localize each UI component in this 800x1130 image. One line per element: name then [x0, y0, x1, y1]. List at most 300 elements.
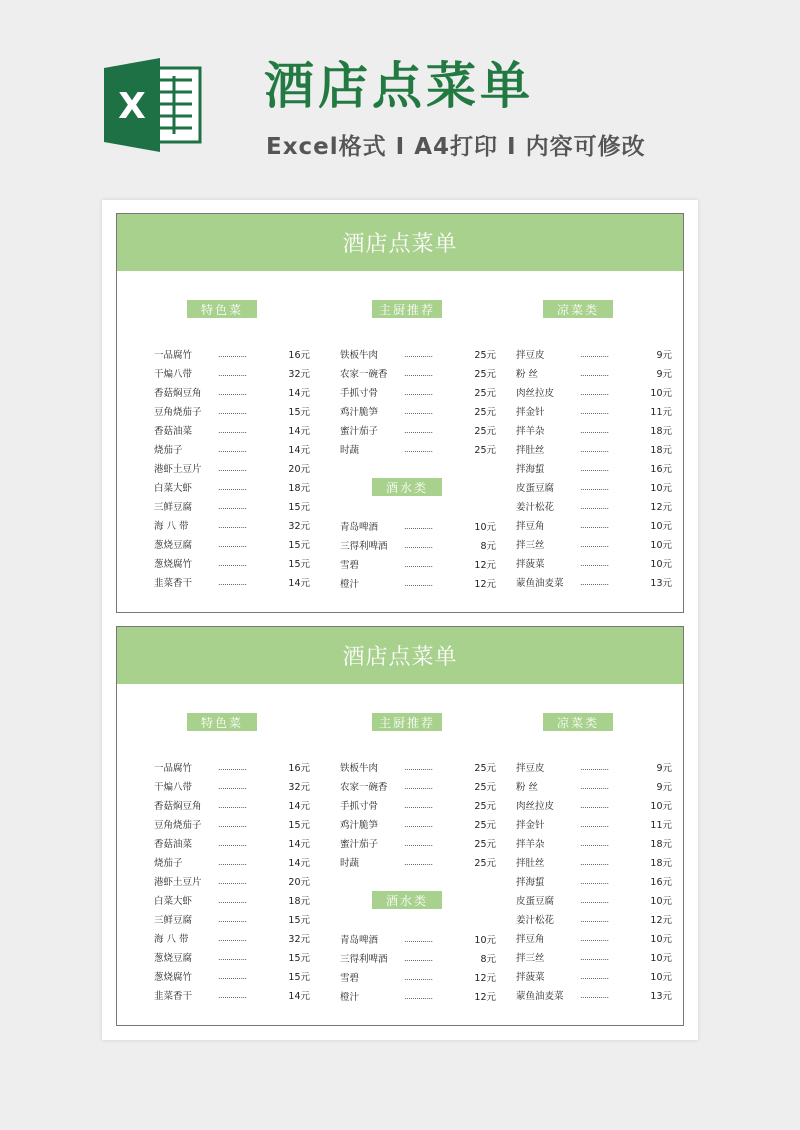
dish-price: 10元	[650, 801, 672, 812]
leader-dots: ..............	[218, 915, 247, 924]
menu-item	[516, 892, 672, 911]
leader-dots: ..............	[218, 801, 247, 810]
dish-name: 海 八 带	[154, 934, 189, 945]
dish-price: 25元	[474, 839, 496, 850]
menu-item	[340, 816, 496, 835]
dish-name: 拌海蜇	[516, 464, 545, 475]
dish-price: 8元	[480, 541, 496, 552]
dish-price: 12元	[474, 973, 496, 984]
dish-name: 蒙鱼油麦菜	[516, 578, 564, 589]
leader-dots: ..............	[580, 972, 609, 981]
dish-price: 10元	[650, 972, 672, 983]
category-label-drinks: 酒水类	[372, 891, 442, 909]
leader-dots: ..............	[218, 445, 247, 454]
leader-dots: ..............	[218, 877, 247, 886]
dish-price: 10元	[650, 483, 672, 494]
menu-item	[154, 968, 310, 987]
cold-dish-list	[516, 346, 672, 593]
menu-title: 酒店点菜单	[117, 214, 683, 271]
dish-name: 肉丝拉皮	[516, 801, 555, 812]
menu-item	[154, 555, 310, 574]
dish-price: 9元	[656, 763, 672, 774]
dish-price: 18元	[650, 445, 672, 456]
dish-name: 雪碧	[340, 560, 360, 571]
dish-name: 葱烧豆腐	[154, 953, 193, 964]
menu-item	[340, 537, 496, 556]
menu-item	[516, 968, 672, 987]
menu-item	[516, 949, 672, 968]
menu-item	[154, 987, 310, 1006]
dish-name: 农家一碗香	[340, 369, 388, 380]
leader-dots: ..............	[404, 782, 433, 791]
leader-dots: ..............	[404, 839, 433, 848]
menu-item	[154, 949, 310, 968]
leader-dots: ..............	[218, 350, 247, 359]
menu-item	[154, 441, 310, 460]
dish-name: 豆角烧茄子	[154, 820, 202, 831]
dish-price: 32元	[288, 369, 310, 380]
menu-item	[340, 931, 496, 950]
menu-item	[516, 759, 672, 778]
dish-name: 姜汁松花	[516, 915, 555, 926]
dish-name: 香菇油菜	[154, 839, 193, 850]
dish-name: 手抓寸骨	[340, 801, 379, 812]
dish-name: 一品腐竹	[154, 763, 193, 774]
dish-name: 拌金针	[516, 820, 545, 831]
dish-name: 拌菠菜	[516, 559, 545, 570]
leader-dots: ..............	[404, 858, 433, 867]
menu-item	[516, 346, 672, 365]
menu-item	[154, 365, 310, 384]
drink-list	[340, 931, 496, 1007]
menu-item	[340, 422, 496, 441]
dish-name: 青岛啤酒	[340, 935, 379, 946]
menu-item	[154, 422, 310, 441]
dish-name: 港虾土豆片	[154, 877, 202, 888]
dish-price: 16元	[288, 350, 310, 361]
dish-name: 橙汁	[340, 579, 360, 590]
menu-item	[340, 346, 496, 365]
menu-item	[154, 403, 310, 422]
leader-dots: ..............	[580, 388, 609, 397]
dish-price: 16元	[650, 877, 672, 888]
dish-price: 25元	[474, 426, 496, 437]
menu-item	[154, 930, 310, 949]
leader-dots: ..............	[580, 820, 609, 829]
leader-dots: ..............	[404, 426, 433, 435]
dish-price: 12元	[650, 915, 672, 926]
dish-name: 粉 丝	[516, 369, 539, 380]
category-label-chef: 主厨推荐	[372, 300, 442, 318]
leader-dots: ..............	[404, 579, 433, 588]
dish-price: 25元	[474, 763, 496, 774]
special-dish-list	[154, 759, 310, 1006]
dish-price: 10元	[650, 559, 672, 570]
dish-name: 香菇焖豆角	[154, 388, 202, 399]
category-label-chef: 主厨推荐	[372, 713, 442, 731]
dish-price: 8元	[480, 954, 496, 965]
dish-price: 20元	[288, 464, 310, 475]
dish-price: 14元	[288, 991, 310, 1002]
dish-price: 15元	[288, 972, 310, 983]
dish-name: 拌海蜇	[516, 877, 545, 888]
dish-price: 9元	[656, 350, 672, 361]
leader-dots: ..............	[218, 953, 247, 962]
dish-name: 干煸八带	[154, 782, 193, 793]
dish-name: 蒙鱼油麦菜	[516, 991, 564, 1002]
leader-dots: ..............	[580, 896, 609, 905]
dish-name: 拌肚丝	[516, 445, 545, 456]
dish-price: 14元	[288, 801, 310, 812]
dish-name: 烧茄子	[154, 858, 183, 869]
dish-price: 25元	[474, 369, 496, 380]
leader-dots: ..............	[580, 521, 609, 530]
dish-price: 25元	[474, 858, 496, 869]
leader-dots: ..............	[218, 464, 247, 473]
dish-name: 拌金针	[516, 407, 545, 418]
dish-price: 16元	[650, 464, 672, 475]
dish-name: 三得利啤酒	[340, 541, 388, 552]
chef-dish-list	[340, 759, 496, 873]
menu-item	[154, 574, 310, 593]
dish-price: 13元	[650, 991, 672, 1002]
menu-item	[340, 835, 496, 854]
dish-price: 15元	[288, 559, 310, 570]
menu-item	[340, 778, 496, 797]
menu-item	[516, 441, 672, 460]
dish-price: 14元	[288, 858, 310, 869]
leader-dots: ..............	[404, 954, 433, 963]
leader-dots: ..............	[404, 522, 433, 531]
leader-dots: ..............	[404, 820, 433, 829]
leader-dots: ..............	[404, 369, 433, 378]
leader-dots: ..............	[580, 502, 609, 511]
menu-sheet	[102, 200, 698, 1040]
leader-dots: ..............	[404, 350, 433, 359]
dish-name: 拌豆皮	[516, 763, 545, 774]
menu-item	[340, 797, 496, 816]
dish-price: 25元	[474, 820, 496, 831]
dish-price: 18元	[288, 483, 310, 494]
menu-item	[340, 950, 496, 969]
dish-name: 豆角烧茄子	[154, 407, 202, 418]
dish-price: 12元	[474, 992, 496, 1003]
dish-name: 铁板牛肉	[340, 763, 379, 774]
leader-dots: ..............	[404, 445, 433, 454]
menu-item	[516, 911, 672, 930]
menu-item	[154, 536, 310, 555]
dish-name: 香菇焖豆角	[154, 801, 202, 812]
leader-dots: ..............	[218, 782, 247, 791]
menu-item	[340, 969, 496, 988]
menu-item	[340, 403, 496, 422]
menu-item	[516, 555, 672, 574]
leader-dots: ..............	[404, 763, 433, 772]
dish-price: 10元	[650, 934, 672, 945]
dish-price: 18元	[650, 858, 672, 869]
menu-item	[516, 536, 672, 555]
leader-dots: ..............	[218, 407, 247, 416]
dish-price: 14元	[288, 839, 310, 850]
menu-item	[340, 575, 496, 594]
dish-name: 皮蛋豆腐	[516, 483, 555, 494]
menu-item	[516, 422, 672, 441]
cold-dish-list	[516, 759, 672, 1006]
page-header	[0, 0, 800, 190]
menu-item	[516, 479, 672, 498]
leader-dots: ..............	[218, 972, 247, 981]
dish-price: 14元	[288, 445, 310, 456]
leader-dots: ..............	[218, 426, 247, 435]
leader-dots: ..............	[404, 992, 433, 1001]
dish-name: 拌三丝	[516, 953, 545, 964]
dish-name: 拌豆角	[516, 521, 545, 532]
dish-price: 10元	[474, 935, 496, 946]
dish-price: 13元	[650, 578, 672, 589]
leader-dots: ..............	[218, 896, 247, 905]
dish-name: 韭菜香干	[154, 578, 193, 589]
dish-name: 拌豆角	[516, 934, 545, 945]
leader-dots: ..............	[218, 934, 247, 943]
menu-item	[340, 556, 496, 575]
leader-dots: ..............	[580, 877, 609, 886]
dish-name: 韭菜香干	[154, 991, 193, 1002]
menu-item	[154, 384, 310, 403]
menu-item	[516, 498, 672, 517]
leader-dots: ..............	[218, 502, 247, 511]
leader-dots: ..............	[218, 559, 247, 568]
dish-name: 青岛啤酒	[340, 522, 379, 533]
dish-price: 15元	[288, 540, 310, 551]
leader-dots: ..............	[218, 839, 247, 848]
dish-name: 三鲜豆腐	[154, 915, 193, 926]
dish-price: 32元	[288, 934, 310, 945]
dish-price: 15元	[288, 953, 310, 964]
dish-name: 拌肚丝	[516, 858, 545, 869]
dish-name: 姜汁松花	[516, 502, 555, 513]
menu-item	[154, 911, 310, 930]
dish-name: 粉 丝	[516, 782, 539, 793]
dish-name: 蜜汁茄子	[340, 426, 379, 437]
dish-name: 拌菠菜	[516, 972, 545, 983]
dish-name: 葱烧腐竹	[154, 559, 193, 570]
dish-price: 15元	[288, 915, 310, 926]
dish-price: 9元	[656, 369, 672, 380]
menu-item	[516, 816, 672, 835]
dish-name: 雪碧	[340, 973, 360, 984]
dish-price: 10元	[650, 540, 672, 551]
excel-logo-icon	[104, 58, 204, 152]
menu-item	[340, 384, 496, 403]
menu-item	[340, 518, 496, 537]
dish-name: 拌三丝	[516, 540, 545, 551]
menu-item	[154, 460, 310, 479]
dish-name: 白菜大虾	[154, 896, 193, 907]
leader-dots: ..............	[580, 350, 609, 359]
leader-dots: ..............	[218, 858, 247, 867]
menu-item	[516, 987, 672, 1006]
dish-name: 橙汁	[340, 992, 360, 1003]
dish-price: 25元	[474, 388, 496, 399]
menu-item	[340, 365, 496, 384]
leader-dots: ..............	[404, 560, 433, 569]
dish-name: 一品腐竹	[154, 350, 193, 361]
menu-item	[154, 759, 310, 778]
menu-item	[154, 778, 310, 797]
dish-price: 18元	[650, 426, 672, 437]
dish-price: 14元	[288, 388, 310, 399]
dish-price: 15元	[288, 502, 310, 513]
menu-item	[154, 517, 310, 536]
menu-item	[340, 441, 496, 460]
leader-dots: ..............	[218, 388, 247, 397]
dish-price: 10元	[650, 521, 672, 532]
menu-item	[516, 797, 672, 816]
leader-dots: ..............	[580, 559, 609, 568]
menu-item	[154, 479, 310, 498]
dish-name: 鸡汁脆笋	[340, 407, 379, 418]
menu-item	[516, 460, 672, 479]
leader-dots: ..............	[218, 578, 247, 587]
leader-dots: ..............	[580, 445, 609, 454]
dish-name: 时蔬	[340, 858, 360, 869]
menu-item	[516, 365, 672, 384]
leader-dots: ..............	[580, 839, 609, 848]
dish-price: 10元	[650, 953, 672, 964]
svg-text:X: X	[118, 86, 146, 127]
leader-dots: ..............	[218, 369, 247, 378]
dish-price: 18元	[650, 839, 672, 850]
dish-name: 香菇油菜	[154, 426, 193, 437]
leader-dots: ..............	[218, 991, 247, 1000]
menu-item	[516, 384, 672, 403]
menu-card	[116, 626, 684, 1026]
dish-name: 皮蛋豆腐	[516, 896, 555, 907]
category-label-cold: 凉菜类	[543, 713, 613, 731]
dish-price: 25元	[474, 782, 496, 793]
dish-name: 干煸八带	[154, 369, 193, 380]
leader-dots: ..............	[404, 407, 433, 416]
dish-price: 32元	[288, 521, 310, 532]
dish-name: 拌羊杂	[516, 426, 545, 437]
menu-title: 酒店点菜单	[117, 627, 683, 684]
leader-dots: ..............	[580, 464, 609, 473]
dish-price: 14元	[288, 578, 310, 589]
dish-price: 16元	[288, 763, 310, 774]
leader-dots: ..............	[218, 763, 247, 772]
leader-dots: ..............	[580, 782, 609, 791]
dish-name: 海 八 带	[154, 521, 189, 532]
drink-list	[340, 518, 496, 594]
dish-name: 港虾土豆片	[154, 464, 202, 475]
dish-name: 时蔬	[340, 445, 360, 456]
dish-name: 拌豆皮	[516, 350, 545, 361]
menu-item	[516, 835, 672, 854]
menu-item	[154, 816, 310, 835]
dish-name: 鸡汁脆笋	[340, 820, 379, 831]
menu-item	[516, 574, 672, 593]
dish-name: 肉丝拉皮	[516, 388, 555, 399]
leader-dots: ..............	[580, 578, 609, 587]
menu-item	[516, 403, 672, 422]
leader-dots: ..............	[404, 973, 433, 982]
leader-dots: ..............	[580, 915, 609, 924]
chef-dish-list	[340, 346, 496, 460]
leader-dots: ..............	[580, 934, 609, 943]
leader-dots: ..............	[218, 540, 247, 549]
dish-name: 农家一碗香	[340, 782, 388, 793]
dish-price: 9元	[656, 782, 672, 793]
leader-dots: ..............	[580, 483, 609, 492]
leader-dots: ..............	[218, 820, 247, 829]
dish-price: 12元	[650, 502, 672, 513]
dish-price: 12元	[474, 579, 496, 590]
dish-price: 18元	[288, 896, 310, 907]
leader-dots: ..............	[580, 763, 609, 772]
menu-item	[154, 873, 310, 892]
dish-price: 15元	[288, 820, 310, 831]
dish-name: 三鲜豆腐	[154, 502, 193, 513]
category-label-special: 特色菜	[187, 713, 257, 731]
category-label-drinks: 酒水类	[372, 478, 442, 496]
dish-price: 11元	[650, 820, 672, 831]
leader-dots: ..............	[580, 991, 609, 1000]
menu-item	[516, 517, 672, 536]
leader-dots: ..............	[580, 801, 609, 810]
menu-item	[154, 498, 310, 517]
dish-price: 25元	[474, 801, 496, 812]
leader-dots: ..............	[404, 388, 433, 397]
leader-dots: ..............	[404, 935, 433, 944]
dish-price: 10元	[474, 522, 496, 533]
dish-name: 葱烧豆腐	[154, 540, 193, 551]
menu-item	[516, 778, 672, 797]
leader-dots: ..............	[218, 521, 247, 530]
menu-item	[340, 759, 496, 778]
dish-price: 32元	[288, 782, 310, 793]
dish-price: 11元	[650, 407, 672, 418]
leader-dots: ..............	[580, 540, 609, 549]
dish-price: 25元	[474, 445, 496, 456]
dish-price: 10元	[650, 388, 672, 399]
menu-item	[340, 854, 496, 873]
menu-card	[116, 213, 684, 613]
dish-price: 14元	[288, 426, 310, 437]
leader-dots: ..............	[580, 369, 609, 378]
category-label-cold: 凉菜类	[543, 300, 613, 318]
menu-item	[154, 346, 310, 365]
menu-item	[154, 892, 310, 911]
menu-item	[516, 930, 672, 949]
leader-dots: ..............	[580, 858, 609, 867]
menu-item	[340, 988, 496, 1007]
menu-item	[516, 873, 672, 892]
leader-dots: ..............	[218, 483, 247, 492]
dish-price: 20元	[288, 877, 310, 888]
dish-name: 铁板牛肉	[340, 350, 379, 361]
dish-name: 拌羊杂	[516, 839, 545, 850]
leader-dots: ..............	[580, 407, 609, 416]
document-title: 酒店点菜单	[264, 57, 534, 115]
leader-dots: ..............	[404, 801, 433, 810]
document-subtitle: Excel格式 I A4打印 I 内容可修改	[266, 134, 646, 160]
menu-item	[154, 835, 310, 854]
dish-price: 25元	[474, 350, 496, 361]
dish-name: 三得利啤酒	[340, 954, 388, 965]
dish-name: 烧茄子	[154, 445, 183, 456]
menu-item	[516, 854, 672, 873]
dish-name: 白菜大虾	[154, 483, 193, 494]
